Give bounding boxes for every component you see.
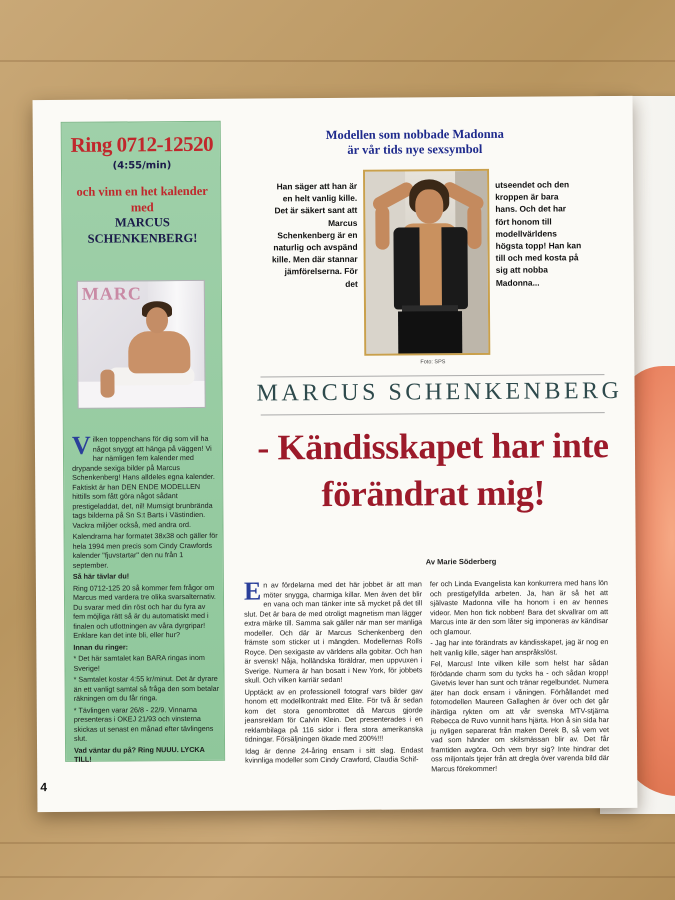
page-number: 4 [40, 780, 48, 795]
lede-right: utseendet och den kroppen är bara hans. Och det har fört honom till modellvärldens högsta topp! Han kan till och med kosta på sig att nobba Madonna... [495, 179, 582, 288]
photo-figure-face [415, 189, 443, 223]
contest-sidebar [61, 121, 225, 762]
model-photo [363, 169, 490, 356]
article-column-2 [430, 578, 609, 775]
calendar-title: MARC [81, 283, 142, 304]
drop-cap: V [71, 430, 91, 460]
photo-figure-pants [398, 311, 462, 356]
contest-intro-text: ilken toppenchans för dig som vill ha något snyggt att hänga på väggen! Vi har nämligen fem kalender med drypande sexiga bilder på Marcus Schenkenberg! Hans alldeles egna kalender. Faktiskt är han DEN ENDE MODELLEN hittills som fått göra något sådant prestigeladdat, det, nil! Mumsigt brunbrända tags bilderna på Sn S:t Barts i Västindien. Vackra miljöer också, med andra ord. [72, 433, 215, 530]
contest-howto: Ring 0712-125 20 så kommer fem frågor om Marcus med vardera tre olika svarsalternativ. Du svarar med din röst och har du fyra av fem möjliga rätt så är du automatiskt med i finalen och utlottningen av våra dyrgripar! Enklare kan det inte bli, eller hur? [72, 582, 216, 640]
divider [260, 374, 604, 377]
calendar-figure-head [146, 307, 168, 333]
calendar-figure-body [128, 331, 190, 373]
wood-grain [0, 60, 675, 62]
article-paragraph: Upptäckt av en professionell fotograf vars bilder gav honom ett modellkontrakt med Elite. För två år sedan kom det stora genombrottet då Marcus gjorde jeansreklam för Calvin Klein. Det presenterades i en reklambilaga på 116 sidor i flera stora amerikanska tidningar. Försäljningen ökade med 200%!!! [244, 685, 423, 744]
promo-name-last: SCHENKENBERG! [87, 230, 198, 246]
article-column-1 [243, 576, 424, 767]
byline: Av Marie Söderberg [425, 556, 497, 567]
contest-rules-heading: Innan du ringer: [73, 641, 129, 652]
contest-rule: * Tävlingen varar 26/8 - 22/9. Vinnarna presenteras i OKEJ 21/93 och vinsterna skickas ut senast en månad efter tävlingens slut. [73, 704, 214, 743]
headline-line: - Kändisskapet har inte [257, 425, 609, 468]
photo-figure-arm [375, 206, 389, 250]
contest-rule: * Det här samtalet kan BARA ringas inom Sverige! [73, 652, 205, 673]
call-price: (4:55/min) [112, 160, 172, 172]
magazine-page [33, 96, 638, 812]
lede-left: Han säger att han är en helt vanlig kille. Det är säkert sant att Marcus Schenkenberg är en naturlig och avspänd kille. Men där stannar jämförelserna. För det [271, 180, 358, 289]
article-paragraph: Fel, Marcus! Inte vilken kille som helst har sådan förödande charm som du tycks ha - och sådan kropp! Givetvis lever han sunt och tränar regelbundet. Numera äter han dock ensam i våningen. Förhållandet med fotomodellen Maureen Gallaghen är över och det går ihärdiga rykten om att vår svenska MTV-stjärna Rebecca de Ruvo vunnit hans hjärta. Hon å sin sida har ju nyligen separerat från maken Derek B, så vem vet vad som händer om skilsmässan blir av. Det får framtiden avgöra. Och vem bryr sig? Inte hindrar det oss miljontals tjejer från att dregla över varenda bild där Marcus förekommer! [430, 658, 610, 773]
article-paragraph: - Jag har inte förändrats av kändisskapet, jag är nog en helt vanlig kille, säger han anspråkslöst. [430, 637, 609, 657]
article-paragraph: Idag är denne 24-åring ensam i sitt slag. Endast kvinnliga modeller som Cindy Crawford, Claudia Schif- [245, 744, 424, 765]
contest-intro [71, 430, 219, 530]
article-paragraph [243, 576, 423, 685]
kicker-line: Modellen som nobbade Madonna [325, 126, 504, 143]
calendar-figure-foot [100, 370, 114, 398]
headline-line: förändrat mig! [321, 472, 546, 514]
contest-howto-heading: Så här tävlar du! [72, 571, 130, 581]
drop-cap: E [243, 576, 262, 606]
photo-credit: Foto: SPS [420, 359, 446, 366]
wood-grain [0, 876, 675, 878]
contest-promo [70, 184, 214, 248]
photo-figure-vest [393, 227, 420, 309]
phone-number: Ring 0712-12520 [70, 131, 214, 157]
subject-name: MARCUS SCHENKENBERG [256, 377, 623, 407]
photo-figure-vest [441, 227, 468, 309]
contest-format: Kalendrarna har formatet 38x38 och gäller för hela 1994 men precis som Cindy Crawfords kalender "fjuvstartar" den nu från 1 september. [72, 530, 218, 570]
divider [261, 412, 605, 415]
article-paragraph-text: n av fördelarna med det här jobbet är att man möter snygga, charmiga killar. Men även det blir en vana och man tänker inte så mycket på det till slut. Det är bara de med otroligt magnetism man lägger extra märke till. Samma sak gäller när man ser manliga modeller. Och där är Marcus Schenkenberg den främste som sticker ut i mängden. Modellernas Rolls Royce. Den sexigaste av världens alla gobitar. Och han är svensk! Nåja, holländska föräldrar, men uppvuxen i Sverige. Numera är han bosatt i New York, för jobbets skull. Och vilken karriär sedan! [244, 579, 423, 685]
main-headline [257, 422, 610, 518]
contest-rule: * Samtalet kostar 4:55 kr/minut. Det är dyrare än ett vanligt samtal så fråga den som betalar räkningen om du får ringa. [73, 673, 220, 703]
photo-figure-arm [467, 205, 481, 249]
kicker-line: är vår tids nye sexsymbol [347, 141, 483, 157]
calendar-image [77, 280, 206, 409]
wood-grain [0, 842, 675, 844]
promo-text: och vinn en het kalender med [76, 183, 208, 215]
contest-text [71, 430, 220, 767]
article-paragraph: fer och Linda Evangelista kan konkurrera med hans lön och prestigefyllda arbeten. Ja, han är så het att självaste Madonna ville ha honom i en av hennes videor. Men hon fick nobben! Bara det skvallrar om att Marcus inte är den som låter sig imponeras av kändisar och glamour. [429, 578, 609, 636]
kicker-headline [265, 126, 565, 158]
contest-closing: Vad väntar du på? Ring NUUU. LYCKA TILL! [74, 744, 205, 764]
promo-name-first: MARCUS [114, 215, 170, 230]
